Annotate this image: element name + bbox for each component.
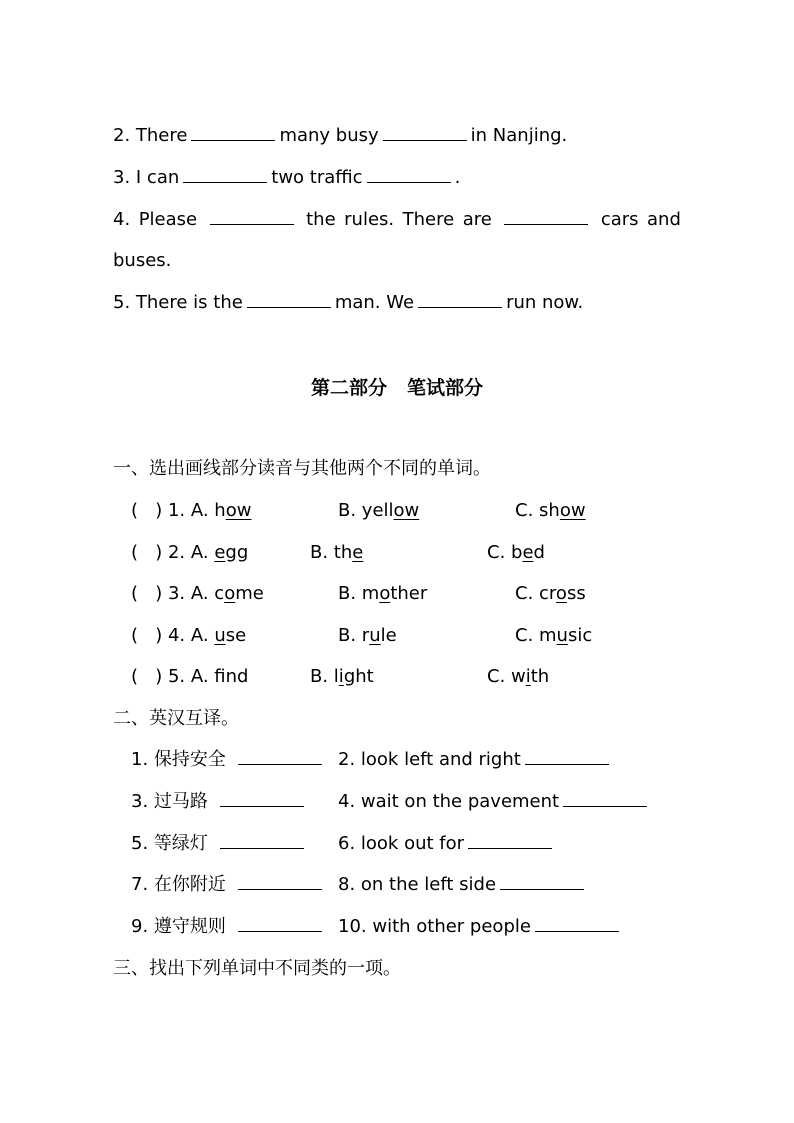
q4-word: and bbox=[647, 209, 681, 230]
q4-text-cont: buses. bbox=[113, 250, 172, 271]
q4-word: There bbox=[402, 209, 455, 230]
translation-item bbox=[131, 915, 326, 939]
option-c bbox=[515, 582, 586, 606]
option-a-underlined: e bbox=[214, 542, 226, 563]
q5-text-b: man. We bbox=[334, 292, 415, 313]
answer-blank[interactable] bbox=[383, 124, 467, 141]
option-c-underlined: e bbox=[522, 542, 534, 563]
option-b-underlined: u bbox=[369, 625, 381, 646]
answer-paren[interactable]: ( bbox=[131, 583, 139, 604]
option-b-post: ther bbox=[390, 583, 428, 604]
q3-text-a: 3. I can bbox=[113, 167, 180, 188]
translation-prompt: 4. wait on the pavement bbox=[338, 791, 560, 812]
option-b-underlined: ow bbox=[393, 500, 420, 521]
translation-item bbox=[338, 790, 651, 814]
answer-blank[interactable] bbox=[500, 873, 584, 890]
option-c-post: th bbox=[530, 666, 550, 687]
section-3-title: 三、找出下列单词中不同类的一项。 bbox=[113, 958, 401, 979]
option-b-post: ght bbox=[343, 666, 374, 687]
option-c-post: sic bbox=[567, 625, 593, 646]
translation-prompt: 6. look out for bbox=[338, 833, 465, 854]
translation-prompt: 8. on the left side bbox=[338, 874, 497, 895]
q3-text-b: two traffic bbox=[271, 167, 363, 188]
translation-prompt: 9. 遵守规则 bbox=[131, 916, 226, 937]
choice-row-2 bbox=[131, 541, 248, 565]
option-c-pre: C. w bbox=[487, 666, 526, 687]
option-c-post: ss bbox=[566, 583, 586, 604]
option-a-pre: A. h bbox=[190, 500, 226, 521]
q4-word: are bbox=[462, 209, 492, 230]
option-a-underlined: u bbox=[214, 625, 226, 646]
option-c-underlined: ow bbox=[559, 500, 586, 521]
option-b-underlined: o bbox=[379, 583, 391, 604]
option-b-pre: B. m bbox=[338, 583, 380, 604]
translation-item bbox=[338, 873, 588, 897]
translation-item bbox=[131, 748, 326, 772]
choice-row-4 bbox=[131, 624, 246, 648]
item-number: ) 4. bbox=[155, 625, 186, 646]
option-b bbox=[338, 624, 397, 648]
answer-blank[interactable] bbox=[563, 790, 647, 807]
part-title-left: 第二部分 bbox=[310, 377, 387, 399]
option-a-post: nd bbox=[225, 666, 249, 687]
answer-paren[interactable]: ( bbox=[131, 625, 139, 646]
answer-paren[interactable]: ( bbox=[131, 666, 139, 687]
q2-text-b: many busy bbox=[279, 125, 379, 146]
option-b-underlined: e bbox=[352, 542, 364, 563]
option-b bbox=[310, 665, 374, 689]
option-c bbox=[515, 624, 592, 648]
section-2-title: 二、英汉互译。 bbox=[113, 708, 239, 729]
item-number: ) 5. bbox=[155, 666, 186, 687]
answer-blank[interactable] bbox=[183, 166, 267, 183]
answer-blank[interactable] bbox=[238, 748, 322, 765]
option-b-pre: B. l bbox=[310, 666, 339, 687]
option-c-pre: C. cr bbox=[515, 583, 556, 604]
answer-blank[interactable] bbox=[210, 208, 294, 225]
answer-blank[interactable] bbox=[468, 832, 552, 849]
option-a-underlined: o bbox=[224, 583, 236, 604]
option-c-underlined: u bbox=[556, 625, 568, 646]
answer-blank[interactable] bbox=[535, 915, 619, 932]
q2-text-c: in Nanjing. bbox=[470, 125, 568, 146]
option-c bbox=[487, 665, 549, 689]
item-number: ) 1. bbox=[155, 500, 186, 521]
choice-row-5 bbox=[131, 665, 248, 689]
translation-prompt: 5. 等绿灯 bbox=[131, 833, 208, 854]
option-b bbox=[310, 541, 363, 565]
option-a-pre: A. bbox=[190, 542, 215, 563]
part-title-right: 笔试部分 bbox=[407, 377, 484, 399]
q5-text-c: run now. bbox=[506, 292, 584, 313]
answer-blank[interactable] bbox=[238, 873, 322, 890]
question-4 bbox=[113, 208, 681, 232]
answer-blank[interactable] bbox=[525, 748, 609, 765]
q4-word: rules. bbox=[344, 209, 395, 230]
choice-row-1 bbox=[131, 499, 251, 523]
answer-blank[interactable] bbox=[191, 124, 275, 141]
translation-item bbox=[131, 873, 326, 897]
q3-text-c: . bbox=[454, 167, 461, 188]
translation-prompt: 7. 在你附近 bbox=[131, 874, 226, 895]
option-c-pre: C. sh bbox=[515, 500, 560, 521]
answer-paren[interactable]: ( bbox=[131, 500, 139, 521]
question-2 bbox=[113, 124, 567, 148]
option-b-underlined: i bbox=[338, 666, 344, 687]
q5-text-a: 5. There is the bbox=[113, 292, 243, 313]
option-a-post: me bbox=[235, 583, 264, 604]
q4-word: Please bbox=[138, 209, 198, 230]
answer-blank[interactable] bbox=[504, 208, 588, 225]
answer-blank[interactable] bbox=[418, 291, 502, 308]
option-c-underlined: o bbox=[555, 583, 567, 604]
answer-blank[interactable] bbox=[367, 166, 451, 183]
translation-prompt: 3. 过马路 bbox=[131, 791, 208, 812]
answer-blank[interactable] bbox=[238, 915, 322, 932]
option-b bbox=[338, 582, 427, 606]
option-c-pre: C. b bbox=[487, 542, 523, 563]
translation-prompt: 2. look left and right bbox=[338, 749, 521, 770]
option-a-pre: A. c bbox=[190, 583, 225, 604]
item-number: ) 3. bbox=[155, 583, 186, 604]
option-b-post: le bbox=[380, 625, 397, 646]
translation-prompt: 10. with other people bbox=[338, 916, 531, 937]
answer-blank[interactable] bbox=[220, 832, 304, 849]
question-5 bbox=[113, 291, 583, 315]
q4-word: the bbox=[306, 209, 336, 230]
question-3 bbox=[113, 166, 460, 190]
option-c bbox=[515, 499, 586, 523]
translation-item bbox=[131, 832, 308, 856]
option-c-post: d bbox=[533, 542, 545, 563]
translation-item bbox=[131, 790, 308, 814]
choice-row-3 bbox=[131, 582, 264, 606]
option-a-pre: A. f bbox=[190, 666, 226, 687]
q2-text-a: 2. There bbox=[113, 125, 188, 146]
answer-paren[interactable]: ( bbox=[131, 542, 139, 563]
item-number: ) 2. bbox=[155, 542, 186, 563]
option-a-post: gg bbox=[225, 542, 249, 563]
translation-item bbox=[338, 832, 556, 856]
translation-item bbox=[338, 748, 613, 772]
answer-blank[interactable] bbox=[220, 790, 304, 807]
translation-item bbox=[338, 915, 623, 939]
option-a-post: se bbox=[225, 625, 247, 646]
option-c bbox=[487, 541, 545, 565]
part-title bbox=[0, 373, 794, 400]
option-c-pre: C. m bbox=[515, 625, 557, 646]
option-c-underlined: i bbox=[525, 666, 531, 687]
question-4-continuation bbox=[113, 249, 171, 273]
translation-prompt: 1. 保持安全 bbox=[131, 749, 226, 770]
answer-blank[interactable] bbox=[247, 291, 331, 308]
option-b-pre: B. r bbox=[338, 625, 370, 646]
option-a-underlined: ow bbox=[225, 500, 252, 521]
option-b-pre: B. yell bbox=[338, 500, 394, 521]
option-b-pre: B. th bbox=[310, 542, 353, 563]
option-a-pre: A. bbox=[190, 625, 215, 646]
section-1-title: 一、选出画线部分读音与其他两个不同的单词。 bbox=[113, 458, 491, 479]
q4-word: cars bbox=[600, 209, 639, 230]
q4-word: 4. bbox=[113, 209, 131, 230]
option-b bbox=[338, 499, 419, 523]
